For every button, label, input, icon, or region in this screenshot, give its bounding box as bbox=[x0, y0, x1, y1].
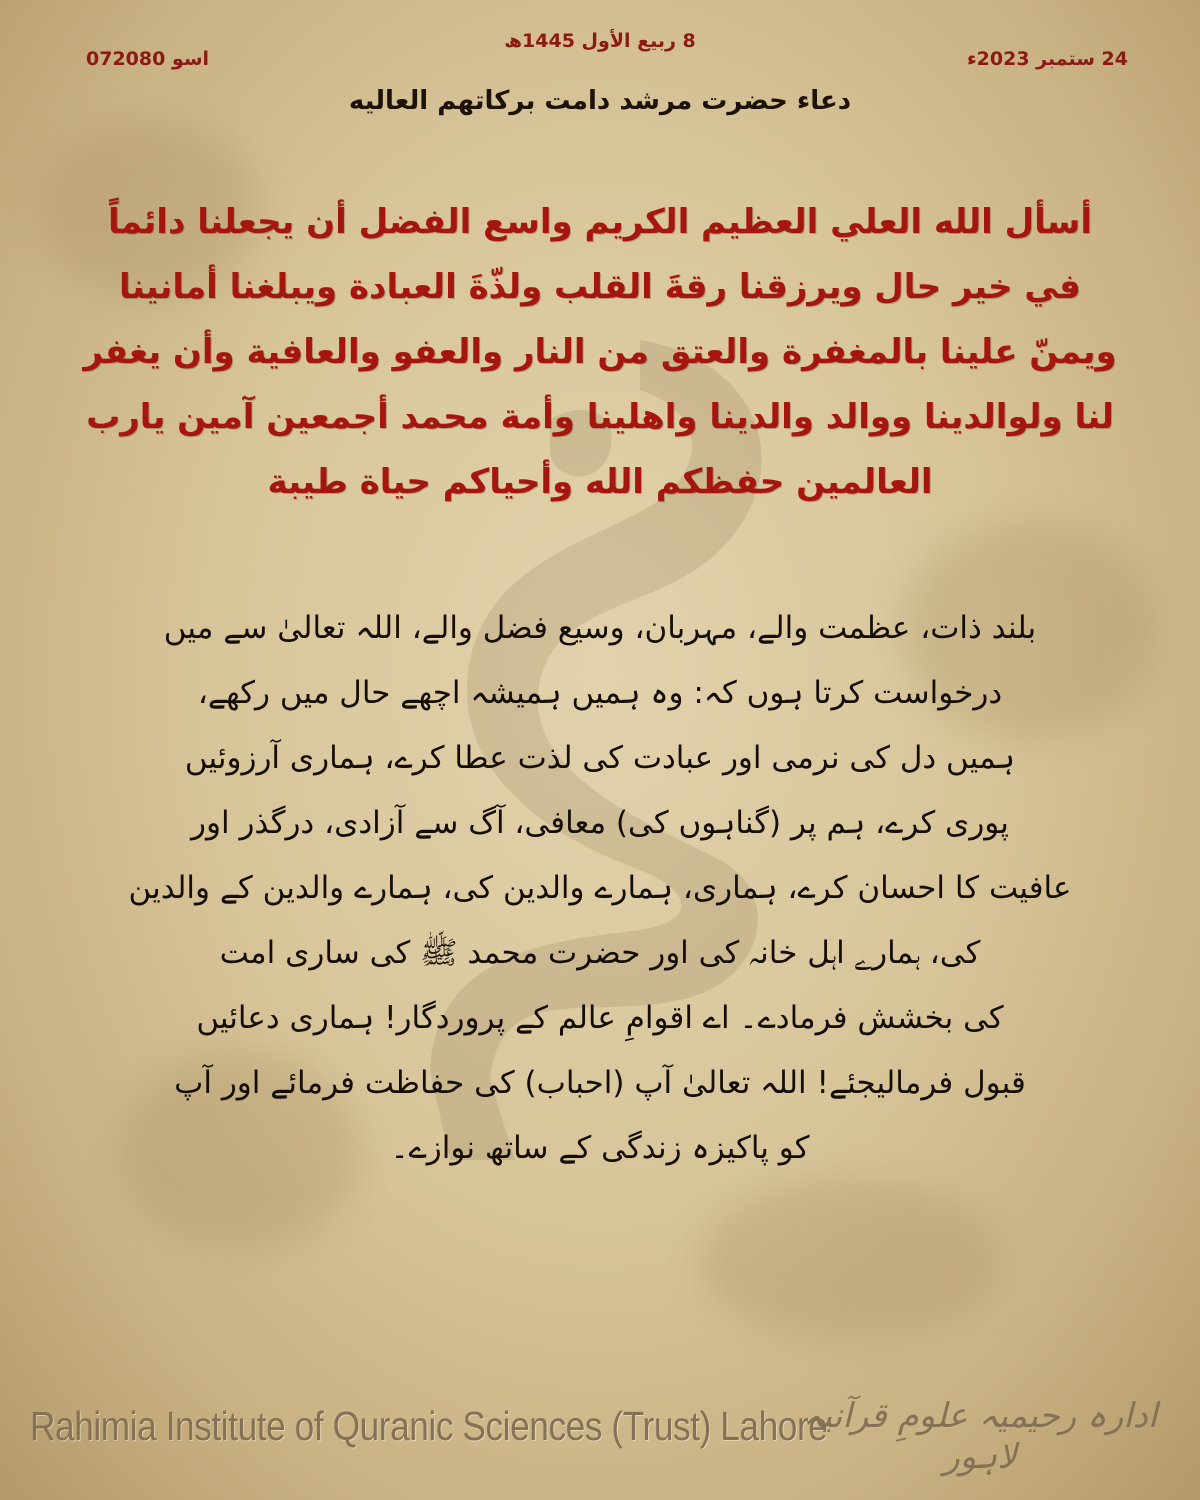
paper-stain bbox=[700, 1180, 1000, 1340]
urdu-line: کو پاکیزہ زندگی کے ساتھ نوازے۔ bbox=[390, 1130, 810, 1166]
institute-logo-urdu: ادارہ رحیمیہ علومِ قرآنیہ لاہور bbox=[802, 1396, 1158, 1477]
urdu-line: پوری کرے، ہم پر (گناہوں کی) معافی، آگ سے آزادی، درگذر اور bbox=[191, 805, 1009, 841]
urdu-line: کی بخشش فرمادے۔ اے اقوامِ عالم کے پروردگار! ہماری دعائیں bbox=[196, 1000, 1004, 1036]
urdu-line: ہمیں دل کی نرمی اور عبادت کی لذت عطا کرے، ہماری آرزوئیں bbox=[184, 740, 1016, 776]
urdu-line: قبول فرمالیجئے! اللہ تعالیٰ آپ (احباب) کی حفاظت فرمائے اور آپ bbox=[174, 1065, 1026, 1101]
urdu-line: درخواست کرتا ہوں کہ: وہ ہمیں ہمیشہ اچھے حال میں رکھے، bbox=[197, 675, 1003, 711]
page-title: دعاء حضرت مرشد دامت برکاتهم العالیه bbox=[348, 86, 852, 116]
gregorian-date: 24 ستمبر 2023ء bbox=[966, 48, 1128, 70]
urdu-line: بلند ذات، عظمت والے، مہربان، وسیع فضل والے، اللہ تعالیٰ سے میں bbox=[163, 610, 1037, 646]
date-bar bbox=[0, 30, 1200, 90]
hijri-date: 8 ربیع الأول 1445ھ bbox=[504, 30, 696, 52]
arabic-dua-text: أسأل الله العلي العظيم الكريم واسع الفضل أن يجعلنا دائماً في خير حال ويرزقنا رقةَ القلب ولذّةَ العبادة ويبلغنا أمانينا ويمنّ علينا بالمغفرة والعتق من النار والعفو والعافية وأن يغفر لنا ولوالدينا ووالد والدينا واهلينا وأمة محمد أجمعين آمين يارب العالمين حفظكم الله وأحياكم حياة طيبة bbox=[83, 202, 1117, 502]
urdu-line: کی، ہمارے اہل خانہ کی اور حضرت محمد ﷺ کی ساری امت bbox=[219, 935, 981, 971]
urdu-line: عافیت کا احسان کرے، ہماری، ہمارے والدین کی، ہمارے والدین کے والدین bbox=[128, 870, 1072, 906]
urdu-translation bbox=[110, 596, 1090, 1181]
institute-name-english: Rahimia Institute of Quranic Sciences (Trust) Lahore bbox=[30, 1403, 828, 1449]
bikrami-date: 07اسو 2080 bbox=[86, 48, 210, 70]
